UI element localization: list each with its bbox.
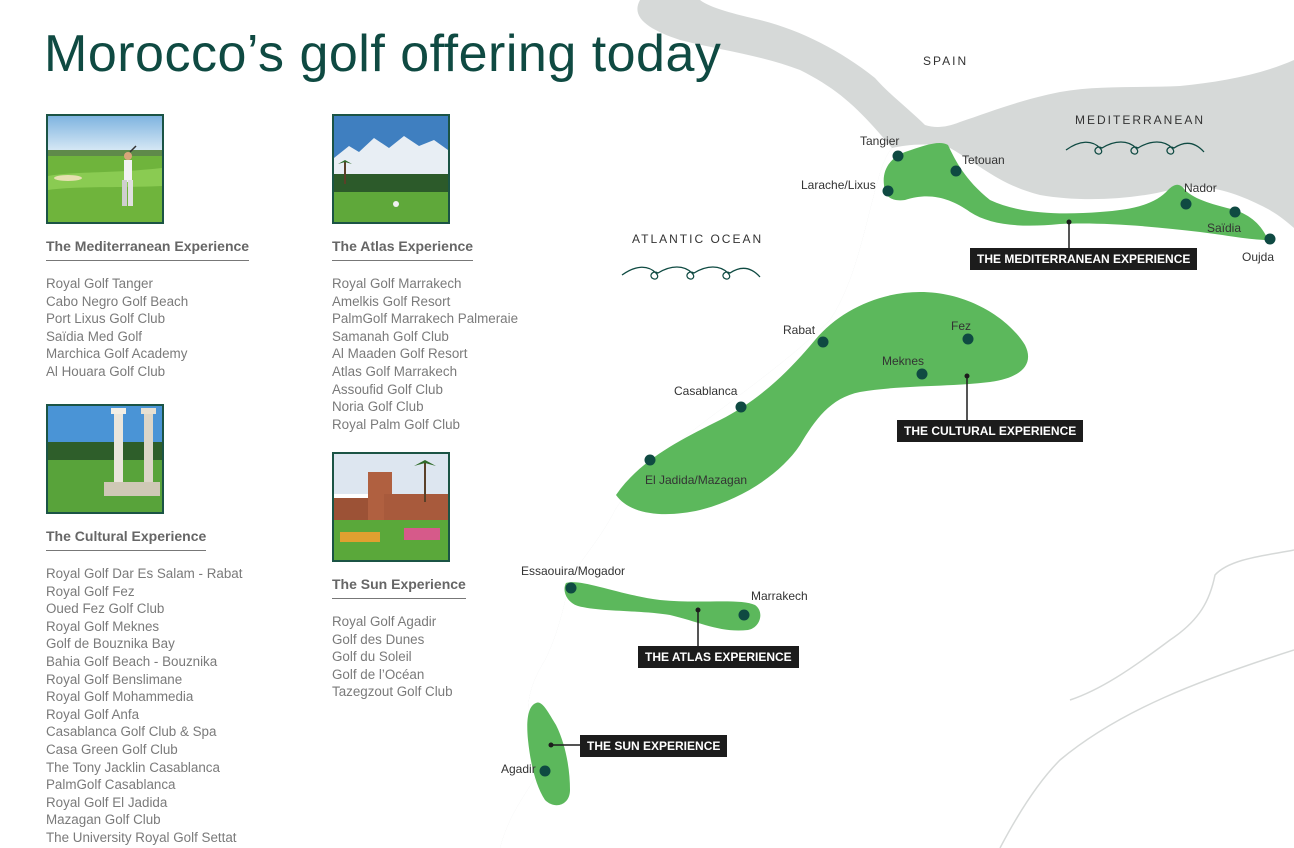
list-item: Golf de Bouznika Bay [46,636,175,652]
city-label-rabat: Rabat [783,323,816,337]
list-item: Tazegzout Golf Club [332,684,453,700]
section-title: The Cultural Experience [46,528,206,551]
section-atlas [332,114,562,433]
city-dot-eljadida [645,455,656,466]
sea-label-mediterranean: MEDITERRANEAN [1075,113,1206,127]
city-label-fez: Fez [951,319,972,333]
list-item: Cabo Negro Golf Beach [46,293,189,309]
label-sun-experience: THE SUN EXPERIENCE [580,735,727,757]
list-item: Royal Golf Marrakech [332,276,462,291]
section-title: The Mediterranean Experience [46,238,249,261]
city-label-tangier: Tangier [860,134,900,148]
city-dot-oujda [1265,234,1276,245]
list-item: Samanah Golf Club [332,328,449,344]
list-item: The Tony Jacklin Casablanca [46,759,220,775]
city-dot-tangier [893,151,904,162]
list-item: Royal Golf Anfa [46,706,140,722]
city-dot-meknes [917,369,928,380]
list-item: Royal Palm Golf Club [332,416,461,432]
city-label-nador: Nador [1184,181,1217,195]
sea-label-spain: SPAIN [923,54,969,68]
city-label-casablanca: Casablanca [674,384,738,398]
city-label-saidia: Saïdia [1207,221,1242,235]
section-sun [332,452,562,701]
wave-icon-atlantic [622,267,760,279]
sea-label-atlantic: ATLANTIC OCEAN [632,232,764,246]
list-item: Royal Golf El Jadida [46,794,168,810]
list-item: Royal Golf Fez [46,583,135,599]
page-title: Morocco’s golf offering today [44,25,722,83]
list-item: Al Houara Golf Club [46,363,166,379]
city-dot-tetouan [951,166,962,177]
list-item: Assoufid Golf Club [332,381,443,397]
city-label-marrakech: Marrakech [751,589,808,603]
list-item: Royal Golf Meknes [46,618,160,634]
city-label-meknes: Meknes [882,354,925,368]
list-item: Bahia Golf Beach - Bouznika [46,653,218,669]
city-label-larache: Larache/Lixus [801,178,876,192]
list-item: Mazagan Golf Club [46,812,161,828]
city-dot-agadir [540,766,551,777]
list-item: Casablanca Golf Club & Spa [46,724,217,740]
list-item: The University Royal Golf Settat [46,829,237,845]
section-mediterranean [46,114,276,381]
city-label-tetouan: Tetouan [962,153,1005,167]
roman-columns-icon [46,404,164,514]
city-dot-marrakech [739,610,750,621]
list-item: Noria Golf Club [332,399,424,415]
city-dot-larache [883,186,894,197]
city-dot-casablanca [736,402,747,413]
course-list [332,613,562,701]
section-cultural [46,404,276,847]
list-item: Casa Green Golf Club [46,741,178,757]
golfer-swinging-icon [46,114,164,224]
list-item: Atlas Golf Marrakech [332,363,458,379]
list-item: Golf du Soleil [332,649,412,665]
city-label-oujda: Oujda [1242,250,1275,264]
city-dot-nador [1181,199,1192,210]
list-item: Port Lixus Golf Club [46,311,166,327]
city-label-agadir: Agadir [501,762,536,776]
course-list [332,275,562,433]
section-title: The Sun Experience [332,576,466,599]
course-list [46,275,276,381]
section-title: The Atlas Experience [332,238,473,261]
label-cultural-experience: THE CULTURAL EXPERIENCE [897,420,1083,442]
city-label-essaouira: Essaouira/Mogador [521,564,626,578]
list-item: Golf de l’Océan [332,666,425,682]
label-atlas-experience: THE ATLAS EXPERIENCE [638,646,799,668]
city-dot-essaouira [566,583,577,594]
list-item: PalmGolf Casablanca [46,777,176,793]
list-item: Golf des Dunes [332,631,425,647]
city-dot-rabat [818,337,829,348]
list-item: Royal Golf Dar Es Salam - Rabat [46,566,243,581]
list-item: Amelkis Golf Resort [332,293,451,309]
city-label-eljadida: El Jadida/Mazagan [645,473,748,487]
list-item: Royal Golf Tanger [46,276,153,291]
course-list [46,565,276,847]
city-dot-saidia [1230,207,1241,218]
city-dot-fez [963,334,974,345]
list-item: Royal Golf Mohammedia [46,689,194,705]
list-item: Royal Golf Benslimane [46,671,183,687]
list-item: Al Maaden Golf Resort [332,346,468,362]
list-item: Oued Fez Golf Club [46,601,165,617]
label-mediterranean-experience: THE MEDITERRANEAN EXPERIENCE [970,248,1197,270]
kasbah-palms-icon [332,452,450,562]
atlas-mountains-icon [332,114,450,224]
list-item: Royal Golf Agadir [332,614,437,629]
list-item: Saïdia Med Golf [46,328,143,344]
list-item: Marchica Golf Academy [46,346,188,362]
list-item: PalmGolf Marrakech Palmeraie [332,311,519,327]
